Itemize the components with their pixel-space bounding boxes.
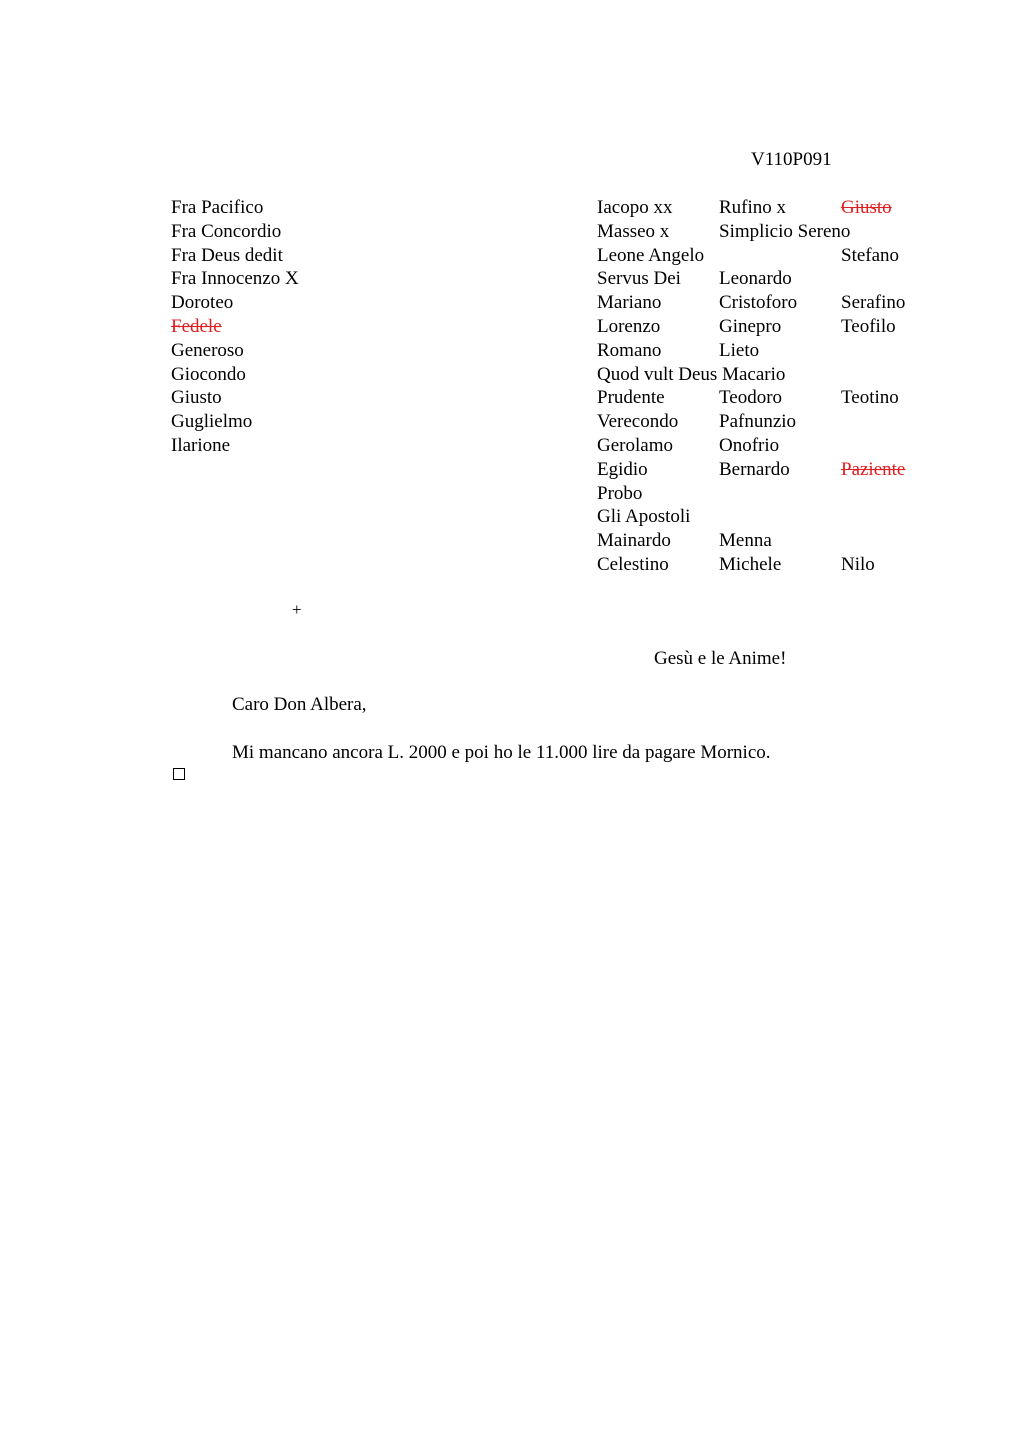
left-list-item: Fra Pacifico [171,197,264,218]
table-cell: Paziente [841,458,906,480]
table-cell: Stefano [841,244,900,266]
table-cell: Gli Apostoli [597,506,691,528]
checkbox-icon[interactable] [173,768,185,780]
table-cell: Servus Dei [597,268,681,290]
left-list-item: Generoso [171,339,244,361]
table-cell: Verecondo [597,411,679,433]
salutation: Caro Don Albera, [232,694,367,715]
table-cell: Lorenzo [597,316,661,337]
left-list-item: Fra Concordio [171,220,282,242]
table-cell: Simplicio Sereno [719,220,851,242]
left-list-item: Guglielmo [171,411,253,433]
table-cell: Teotino [841,387,899,409]
table-cell: Menna [719,530,772,552]
left-list-item: Giocondo [171,363,246,385]
table-cell: Pafnunzio [719,411,797,433]
table-cell: Iacopo xx [597,197,673,218]
table-cell: Ginepro [719,316,782,337]
table-cell: Giusto [841,197,892,218]
table-cell: Gerolamo [597,435,673,456]
table-cell: Lieto [719,339,760,361]
table-cell: Mariano [597,292,662,314]
table-cell: Nilo [841,554,875,575]
table-cell: Celestino [597,554,669,575]
table-cell: Teodoro [719,387,783,409]
table-cell: Bernardo [719,458,790,480]
table-cell: Teofilo [841,316,896,337]
table-cell: Cristoforo [719,292,798,314]
left-list-item: Fra Deus dedit [171,244,283,266]
table-cell: Probo [597,482,643,504]
table-cell: Mainardo [597,530,671,552]
table-cell: Serafino [841,292,906,314]
left-list-item: Fra Innocenzo X [171,268,299,290]
document-id: V110P091 [751,149,832,170]
table-cell: Leone Angelo [597,244,705,266]
table-cell: Romano [597,339,662,361]
table-cell: Masseo x [597,220,670,242]
table-cell: Egidio [597,458,648,480]
left-list-item: Giusto [171,387,222,409]
left-list-item: Fedele [171,316,222,337]
table-cell: Quod vult Deus Macario [597,363,786,385]
body-line: Mi mancano ancora L. 2000 e poi ho le 11.000 lire da pagare Mornico. [232,742,771,763]
motto: Gesù e le Anime! [654,648,787,669]
table-cell: Onofrio [719,435,780,456]
table-cell: Michele [719,554,782,575]
cross-symbol: + [292,600,302,619]
left-list-item: Ilarione [171,435,231,456]
table-cell: Leonardo [719,268,792,290]
table-cell: Prudente [597,387,665,409]
left-list-item: Doroteo [171,292,234,314]
table-cell: Rufino x [719,197,787,218]
